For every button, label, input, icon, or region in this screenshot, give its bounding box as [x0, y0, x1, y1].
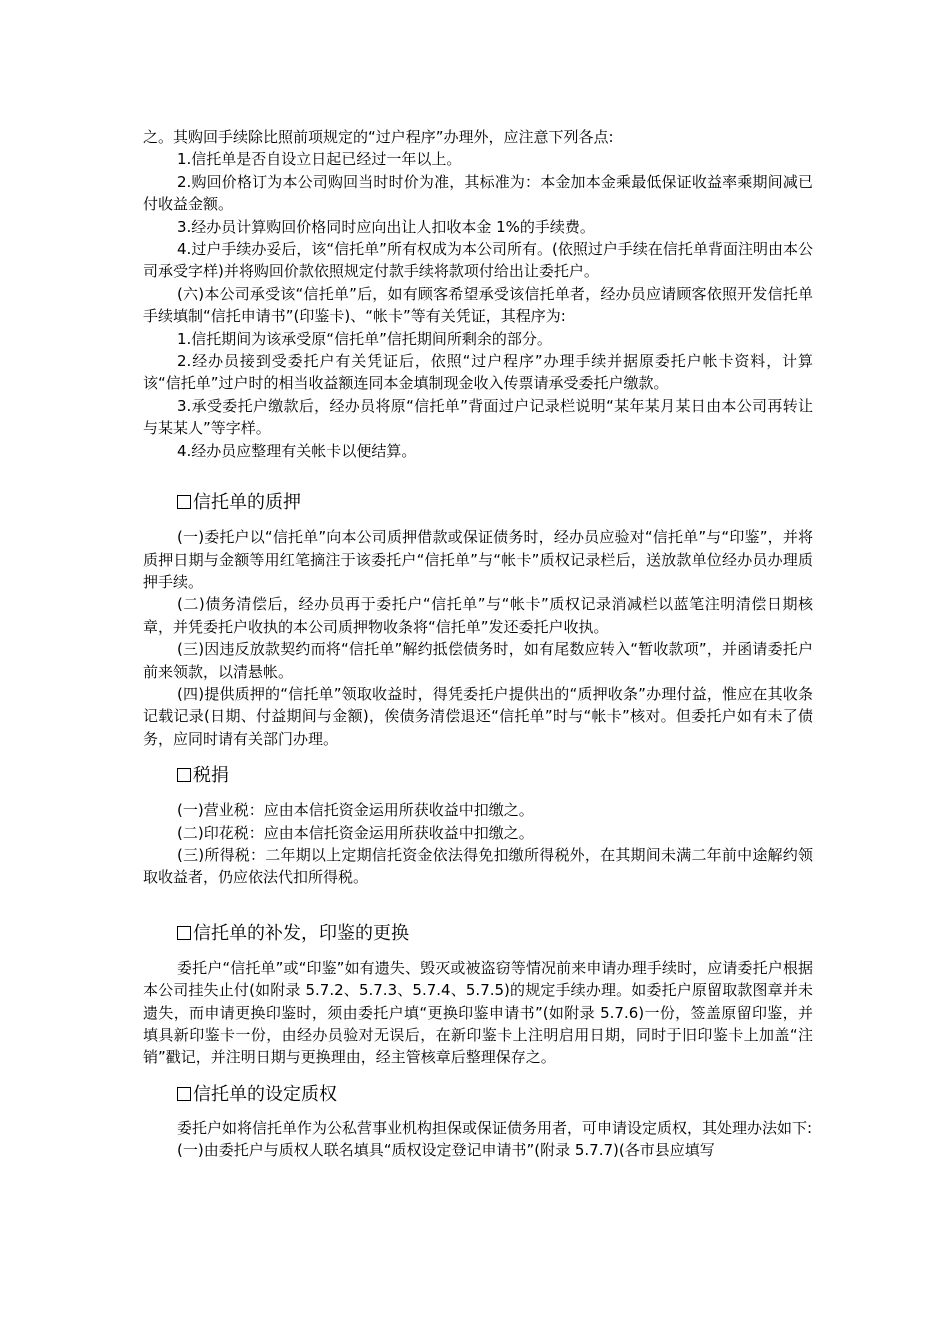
checkbox-square-icon — [177, 1087, 191, 1101]
section-repurchase — [143, 126, 813, 462]
heading-text: 信托单的设定质权 — [193, 1083, 337, 1105]
paragraph: 4.经办员应整理有关帐卡以便结算。 — [177, 441, 417, 460]
checkbox-square-icon — [177, 926, 191, 940]
paragraph: (六)本公司承受该“信托单”后，如有顾客希望承受该信托单者，经办员应请顾客依照开发信托单手续填制“信托申请书”(印鉴卡)、“帐卡”等有关凭证，其程序为: — [143, 284, 813, 326]
paragraph: (三)所得税：二年期以上定期信托资金依法得免扣缴所得税外，在其期间未满二年前中途解约领取收益者，仍应依法代扣所得税。 — [143, 845, 813, 887]
paragraph: (一)委托户以“信托单”向本公司质押借款或保证债务时，经办员应验对“信托单”与“印鉴”，并将质押日期与金额等用红笔摘注于该委托户“信托单”与“帐卡”质权记录栏后，送放款单位经办员办理质押手续。 — [143, 528, 813, 591]
paragraph: 4.过户手续办妥后，该“信托单”所有权成为本公司所有。(依照过户手续在信托单背面注明由本公司承受字样)并将购回价款依照规定付款手续将款项付给出让委托户。 — [143, 240, 813, 281]
heading-text: 信托单的质押 — [193, 492, 301, 514]
paragraph: 委托户如将信托单作为公私营事业机构担保或保证债务用者，可申请设定质权，其处理办法如下: — [177, 1118, 813, 1137]
document-body — [143, 126, 813, 1162]
checkbox-square-icon — [177, 495, 191, 509]
paragraph: (二)印花税：应由本信托资金运用所获收益中扣缴之。 — [177, 823, 534, 842]
paragraph: 3.承受委托户缴款后，经办员将原“信托单”背面过户记录栏说明“某年某月某日由本公司再转让与某某人”等字样。 — [143, 396, 813, 438]
section-heading-reissue — [143, 921, 813, 947]
paragraph: (一)营业税：应由本信托资金运用所获收益中扣缴之。 — [177, 801, 534, 820]
paragraph: 2.经办员接到受委托户有关凭证后，依照“过户程序”办理手续并据原委托户帐卡资料，计算该“信托单”过户时的相当收益额连同本金填制现金收入传票请承受委托户缴款。 — [143, 352, 813, 393]
section-heading-pledge-rights — [143, 1082, 813, 1108]
paragraph: 之。其购回手续除比照前项规定的“过户程序”办理外，应注意下列各点: — [143, 128, 614, 146]
paragraph: 2.购回价格订为本公司购回当时时价为准，其标准为：本金加本金乘最低保证收益率乘期间减已付收益金额。 — [143, 172, 813, 214]
paragraph: 1.信托单是否自设立日起已经过一年以上。 — [177, 150, 462, 169]
paragraph: (三)因违反放款契约而将“信托单”解约抵偿债务时，如有尾数应转入“暂收款项”，并函请委托户前来领款，以清悬帐。 — [143, 640, 813, 681]
section-heading-tax — [143, 763, 813, 789]
checkbox-square-icon — [177, 768, 191, 782]
paragraph: (二)债务清偿后，经办员再于委托户“信托单”与“帐卡”质权记录消减栏以蓝笔注明清偿日期核章，并凭委托户收执的本公司质押物收条将“信托单”发还委托户收执。 — [143, 595, 813, 636]
section-tax — [143, 799, 813, 889]
section-pledge-rights — [143, 1117, 813, 1162]
paragraph: 委托户“信托单”或“印鉴”如有遗失、毁灭或被盗窃等情况前来申请办理手续时，应请委托户根据本公司挂失止付(如附录 5.7.2、5.7.3、5.7.4、5.7.5)的规定手续办理。如委托户原留取款图章并未遗失，而申请更换印鉴时，须由委托户填“更换印鉴申请书”(如附录 5.7.6)一份，签盖原留印鉴，并填具新印鉴卡一份，由经办员验对无误后，在新印鉴卡上注明启用日期，同时于旧印鉴卡上加盖“注销”戳记，并注明日期与更换理由，经主管核章后整理保存之。 — [143, 958, 813, 1067]
paragraph: (一)由委托户与质权人联名填具“质权设定登记申请书”(附录 5.7.7)(各市县应填写 — [177, 1141, 715, 1160]
paragraph: 3.经办员计算购回价格同时应向出让人扣收本金 1%的手续费。 — [177, 217, 595, 236]
paragraph: 1.信托期间为该承受原“信托单”信托期间所剩余的部分。 — [177, 329, 552, 348]
heading-text: 税捐 — [193, 765, 229, 787]
section-reissue — [143, 957, 813, 1069]
section-pledge — [143, 526, 813, 750]
heading-text: 信托单的补发，印鉴的更换 — [193, 922, 409, 944]
paragraph: (四)提供质押的“信托单”领取收益时，得凭委托户提供出的“质押收条”办理付益，惟应在其收条记载记录(日期、付益期间与金额)，俟债务清偿退还“信托单”时与“帐卡”核对。但委托户如有未了债务，应同时请有关部门办理。 — [143, 684, 813, 748]
section-heading-pledge — [143, 490, 813, 516]
